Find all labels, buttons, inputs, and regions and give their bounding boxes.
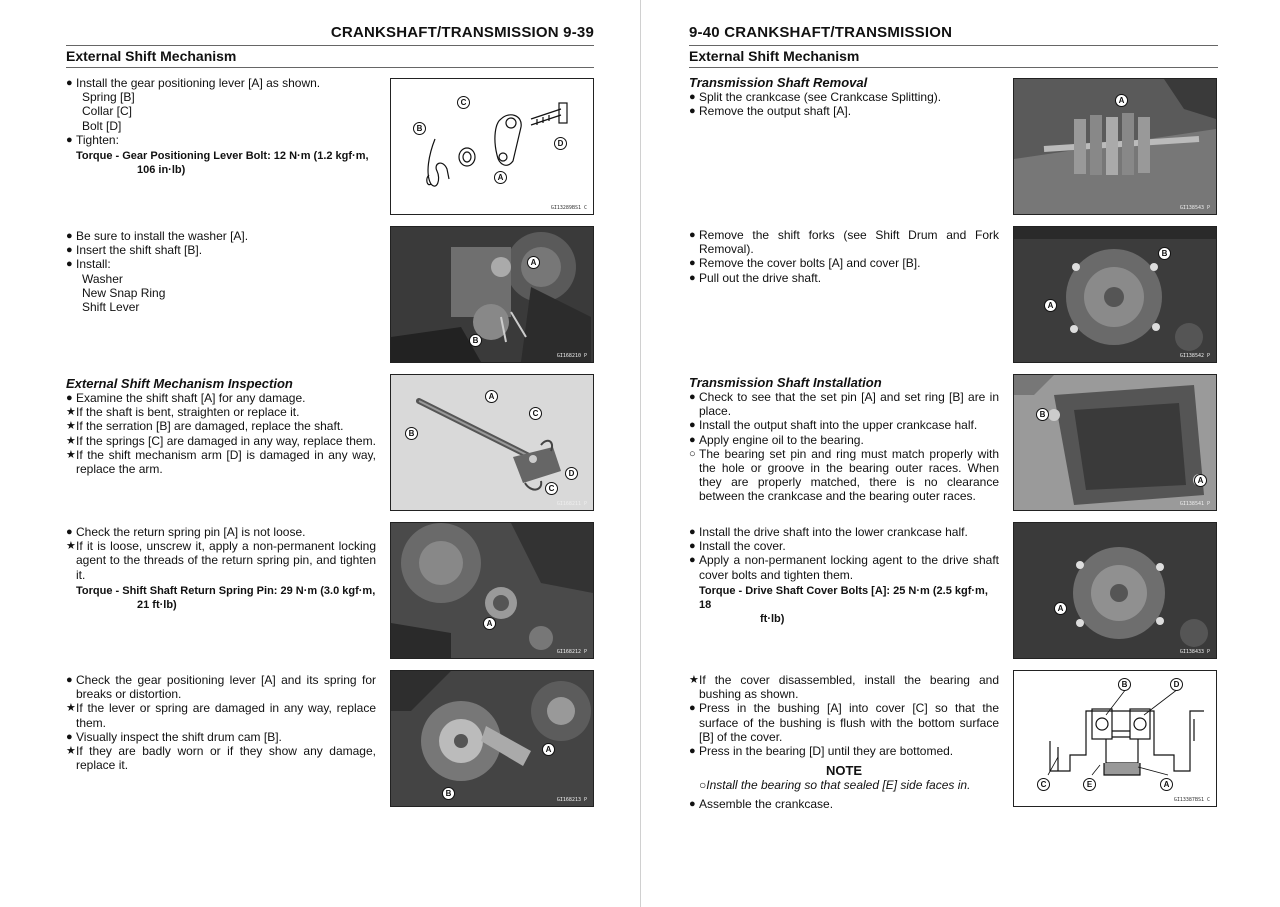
drive-shaft-install-block: [689, 525, 999, 626]
callout-a: A: [1194, 474, 1207, 487]
list-item: ● Insert the shift shaft [B].: [66, 243, 203, 258]
figure-drum-cam-photo: [390, 670, 594, 807]
sub-item: Shift Lever: [82, 300, 140, 315]
lever-check-block: [66, 673, 376, 772]
note-body: ○Install the bearing so that sealed [E] side faces in.: [699, 778, 971, 793]
callout-a: A: [494, 171, 507, 184]
list-item: ★ If the serration [B] are damaged, replace the shaft.: [66, 419, 344, 434]
bearing-bushing-block: [689, 673, 999, 811]
callout-b: B: [1158, 247, 1171, 260]
list-item: ● Install the cover.: [689, 539, 786, 554]
callout-d: D: [565, 467, 578, 480]
figure-code: GI138433 P: [1179, 649, 1210, 655]
list-item: ● Examine the shift shaft [A] for any damage.: [66, 391, 306, 405]
inspection-block: [66, 376, 376, 476]
running-head: CRANKSHAFT/TRANSMISSION 9-39: [330, 24, 594, 41]
list-item: ● Pull out the drive shaft.: [689, 270, 822, 285]
figure-code: GI138543 P: [1179, 205, 1210, 211]
header-rule: [66, 45, 594, 46]
list-item: ● Split the crankcase (see Crankcase Splitting).: [689, 90, 942, 104]
callout-b: B: [405, 427, 418, 440]
list-item: ★ If the springs [C] are damaged in any way, replace them.: [66, 433, 376, 448]
callout-c: C: [529, 407, 542, 420]
list-item: ● Tighten:: [66, 132, 119, 147]
list-item: ● Install the drive shaft into the lower crankcase half.: [689, 525, 968, 539]
figure-code: GI168210 P: [556, 353, 587, 359]
figure-crankcase-photo: [1013, 374, 1217, 511]
note-heading: NOTE: [825, 763, 863, 779]
figure-spring-pin-photo: [390, 522, 594, 659]
figure-cover-bolts-photo: [1013, 226, 1217, 363]
callout-a: A: [485, 390, 498, 403]
callout-b: B: [469, 334, 482, 347]
drive-shaft-removal-block: [689, 228, 999, 285]
list-item: ● Assemble the crankcase.: [689, 796, 834, 811]
list-item: ● Press in the bushing [A] into cover [C] so that the surface of the bushing is flush with the bottom surface [B] of the cover.: [689, 701, 999, 744]
sub-item: Spring [B]: [82, 90, 135, 105]
subsection-title: Transmission Shaft Installation: [689, 375, 882, 390]
list-item: ● Press in the bearing [D] until they are bottomed.: [689, 744, 954, 759]
figure-drive-shaft-cover-photo: [1013, 522, 1217, 659]
torque-spec: Torque - Shift Shaft Return Spring Pin: 29 N·m (3.0 kgf·m, 21 ft·lb): [76, 584, 376, 611]
list-item: ● Remove the output shaft [A].: [689, 104, 852, 119]
list-item: ● Install:: [66, 257, 111, 272]
callout-a: A: [542, 743, 555, 756]
right-page: [641, 0, 1280, 907]
list-item: ○ The bearing set pin and ring must match properly with the hole or groove in the bearing outer races. When they are properly matched, there is no clearance between the crankcase and the bearing outer races.: [689, 446, 999, 504]
header-rule: [689, 45, 1218, 46]
list-item: ● Install the output shaft into the upper crankcase half.: [689, 418, 978, 433]
list-item: ● Install the gear positioning lever [A] as shown.: [66, 76, 321, 90]
figure-code: GI138542 P: [1179, 353, 1210, 359]
list-item: ● Visually inspect the shift drum cam [B].: [66, 729, 282, 744]
section-title: External Shift Mechanism: [66, 48, 237, 64]
figure-shift-shaft-parts-photo: [390, 374, 594, 511]
list-item: ★ If the shift mechanism arm [D] is damaged in any way, replace the arm.: [66, 447, 376, 477]
sub-item: New Snap Ring: [82, 285, 166, 300]
callout-d: D: [554, 137, 567, 150]
sub-item: Collar [C]: [82, 104, 133, 119]
return-spring-block: [66, 525, 376, 612]
list-item: ● Apply a non-permanent locking agent to the drive shaft cover bolts and tighten them.: [689, 553, 999, 582]
callout-c: C: [457, 96, 470, 109]
list-item: ● Check the gear positioning lever [A] and its spring for breaks or distortion.: [66, 673, 376, 702]
callout-a: A: [1054, 602, 1067, 615]
torque-spec: Torque - Drive Shaft Cover Bolts [A]: 25 N·m (2.5 kgf·m, 18 ft·lb): [699, 584, 988, 625]
lever-install-block: [66, 76, 376, 177]
figure-bearing-diagram: [1013, 670, 1217, 807]
list-item: ● Apply engine oil to the bearing.: [689, 432, 864, 447]
callout-b: B: [413, 122, 426, 135]
callout-a: A: [527, 256, 540, 269]
figure-code: GI168211 P: [556, 501, 587, 507]
subsection-title: Transmission Shaft Removal: [689, 75, 868, 90]
figure-output-shaft-photo: [1013, 78, 1217, 215]
figure-code: GI13387BS1 C: [1173, 797, 1210, 803]
list-item: ● Check to see that the set pin [A] and set ring [B] are in place.: [689, 390, 999, 419]
running-head: 9-40 CRANKSHAFT/TRANSMISSION: [689, 24, 953, 41]
list-item: ★ If they are badly worn or if they show any damage, replace it.: [66, 744, 376, 773]
figure-code: GI13289BS1 C: [550, 205, 587, 211]
callout-c: C: [545, 482, 558, 495]
callout-b: B: [442, 787, 455, 800]
callout-a: A: [1160, 778, 1173, 791]
callout-b: B: [1036, 408, 1049, 421]
figure-shift-shaft-photo: [390, 226, 594, 363]
callout-c: C: [1037, 778, 1050, 791]
list-item: ★ If it is loose, unscrew it, apply a non-permanent locking agent to the threads of the return spring pin, and tighten it.: [66, 539, 376, 582]
figure-code: GI168212 P: [556, 649, 587, 655]
torque-spec: Torque - Gear Positioning Lever Bolt: 12 N·m (1.2 kgf·m, 106 in·lb): [76, 150, 369, 177]
callout-a: A: [1115, 94, 1128, 107]
list-item: ● Check the return spring pin [A] is not loose.: [66, 525, 306, 539]
figure-code: GI138541 P: [1179, 501, 1210, 507]
figure-code: GI168213 P: [556, 797, 587, 803]
callout-b: B: [1118, 678, 1131, 691]
callout-d: D: [1170, 678, 1183, 691]
list-item: ★ If the cover disassembled, install the bearing and bushing as shown.: [689, 673, 999, 702]
figure-lever-diagram: [390, 78, 594, 215]
callout-a: A: [1044, 299, 1057, 312]
list-item: ★ If the shaft is bent, straighten or replace it.: [66, 405, 300, 420]
list-item: ● Be sure to install the washer [A].: [66, 229, 249, 243]
section-rule: [689, 67, 1218, 68]
section-title: External Shift Mechanism: [689, 48, 860, 64]
callout-a: A: [483, 617, 496, 630]
list-item: ● Remove the shift forks (see Shift Drum and Fork Removal).: [689, 228, 999, 257]
shift-shaft-install-block: [66, 229, 376, 314]
sub-item: Washer: [82, 271, 123, 286]
shaft-removal-block: [689, 75, 999, 118]
callout-e: E: [1083, 778, 1096, 791]
list-item: ● Remove the cover bolts [A] and cover [B].: [689, 256, 921, 271]
subsection-title: External Shift Mechanism Inspection: [66, 376, 293, 391]
section-rule: [66, 67, 594, 68]
list-item: ★ If the lever or spring are damaged in any way, replace them.: [66, 701, 376, 730]
sub-item: Bolt [D]: [82, 118, 122, 133]
shaft-installation-block: [689, 375, 999, 504]
